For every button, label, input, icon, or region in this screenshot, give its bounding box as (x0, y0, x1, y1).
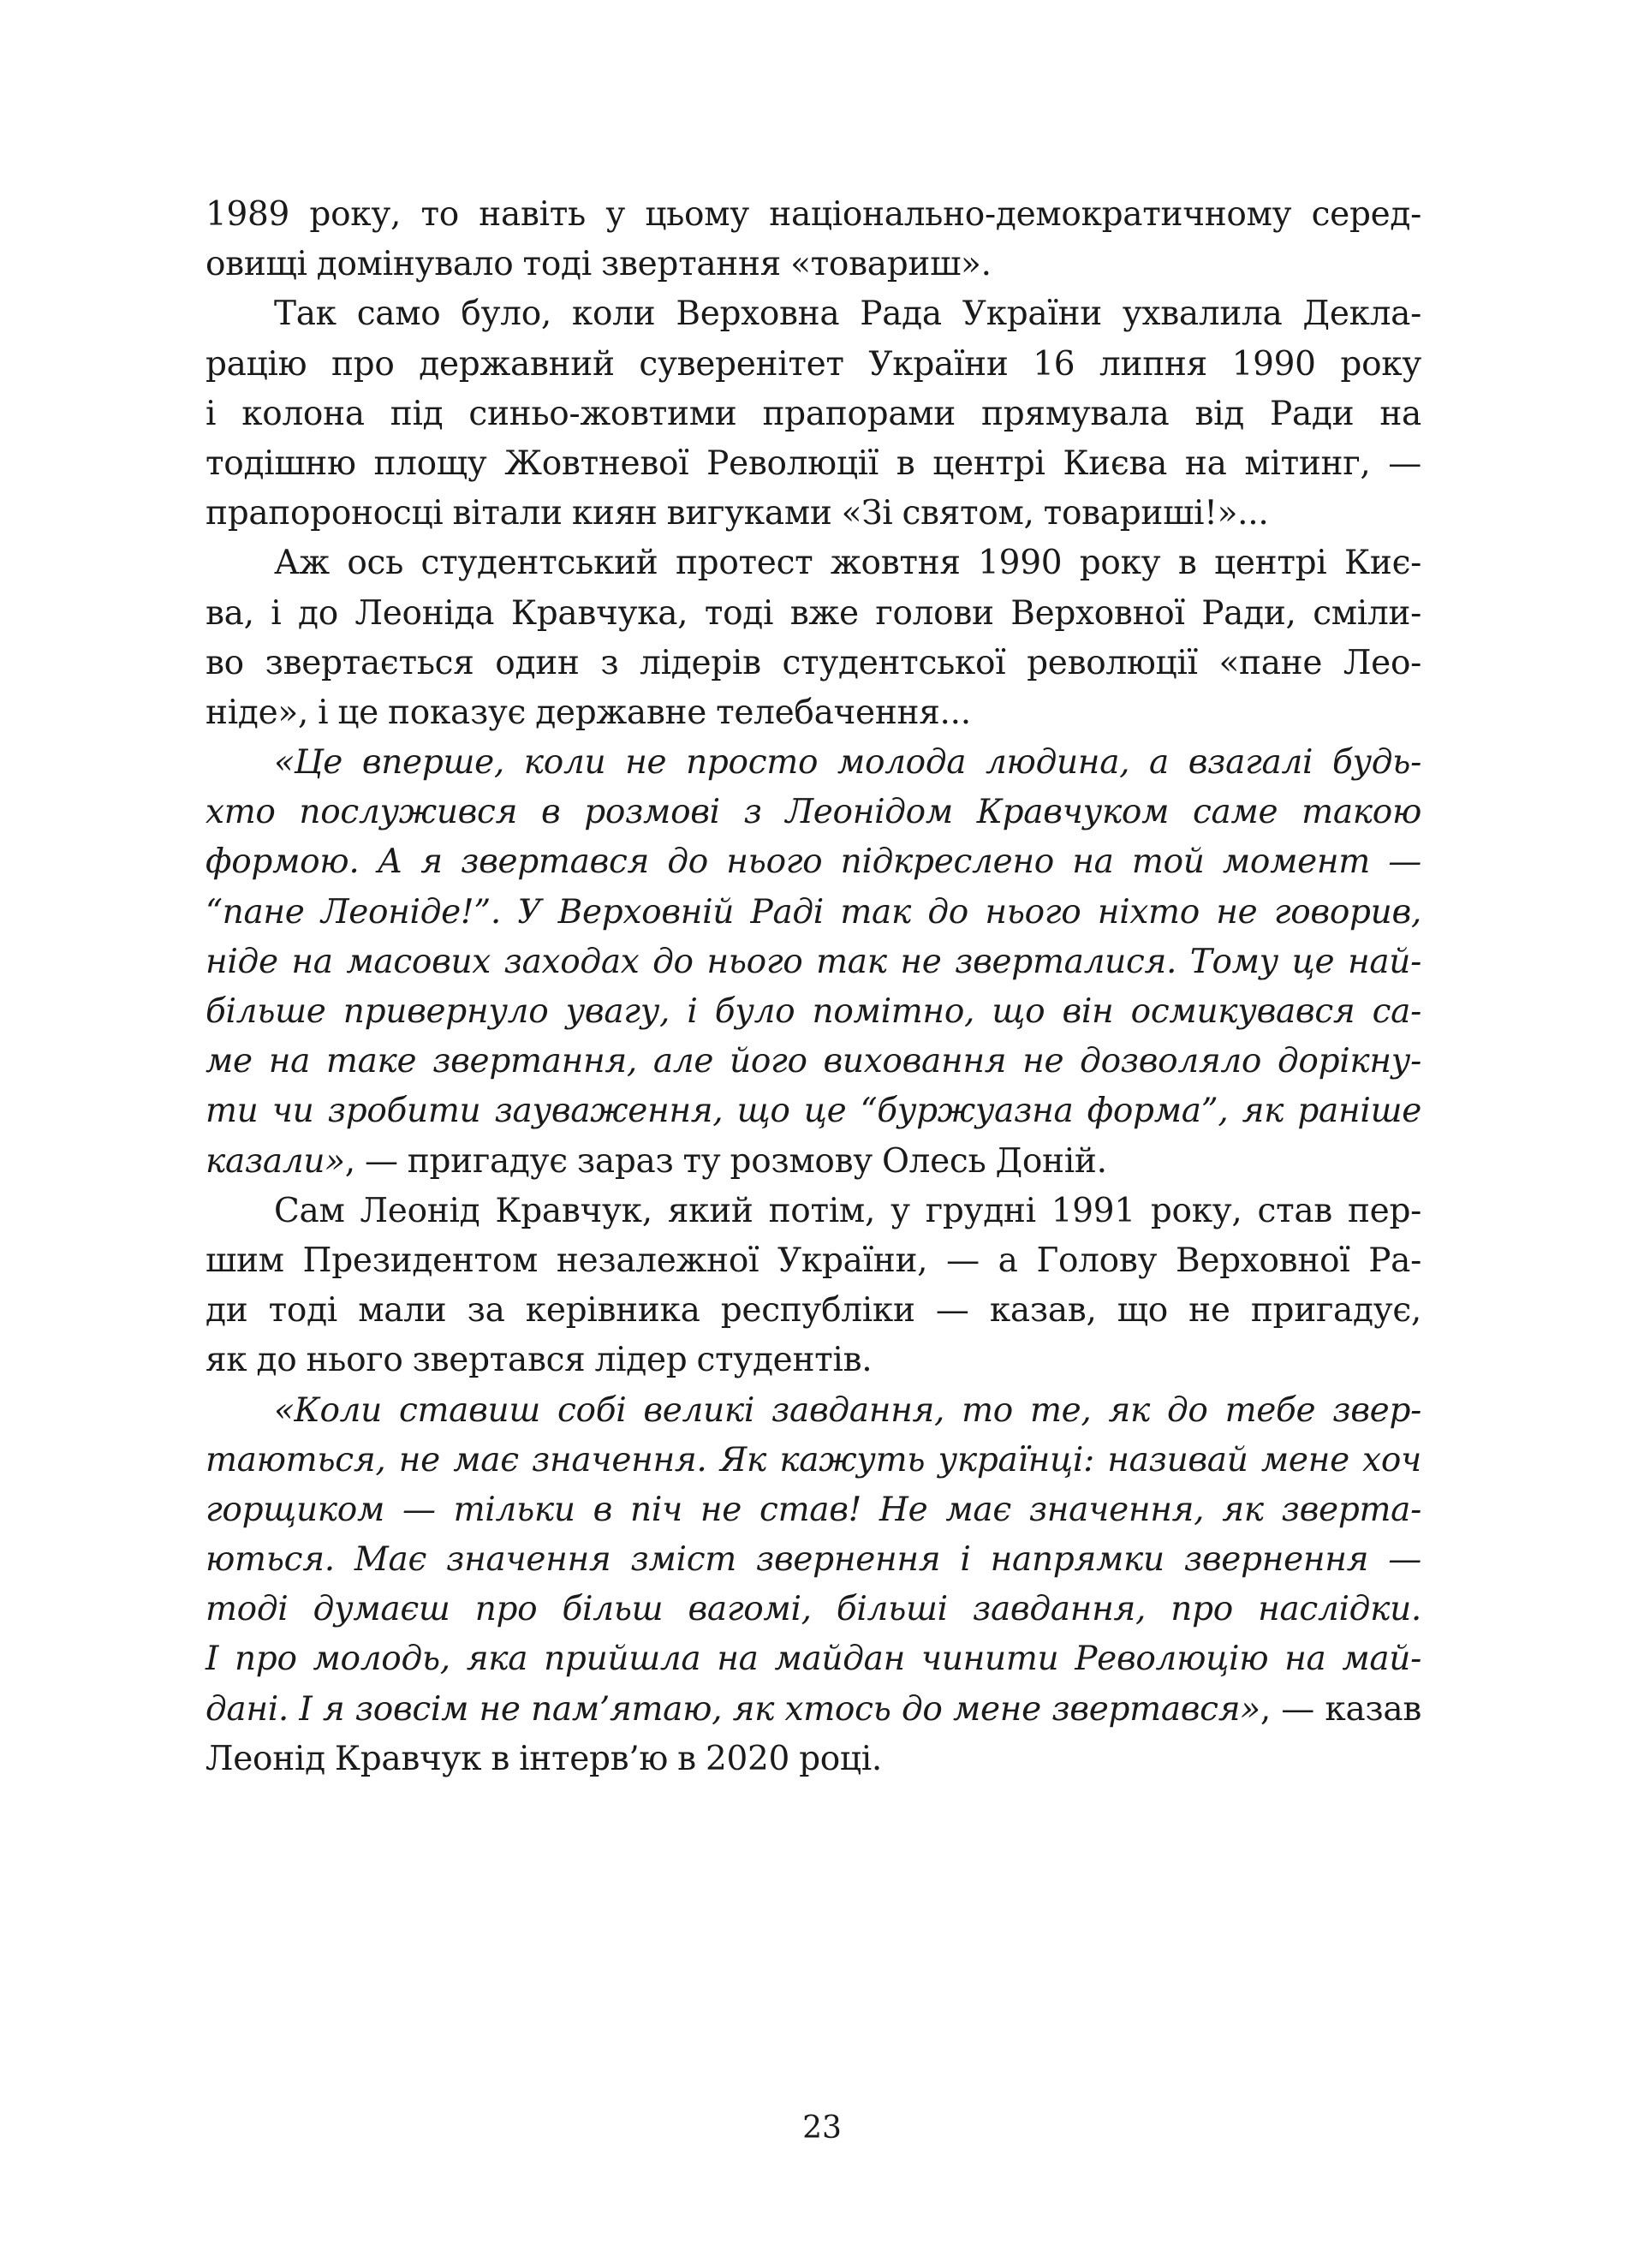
paragraph-start-line: Сам Леонід Кравчук, який потім, у грудні 1991 року, став пер- (274, 1191, 1421, 1230)
quote-line: «Коли ставиш собі великі завдання, то те, як до тебе звер- (274, 1390, 1421, 1430)
text-line: рацію про державний суверенітет України 16 липня 1990 року (206, 344, 1421, 384)
quote-line: “пане Леоніде!”. У Верховній Раді так до нього ніхто не говорив, (206, 892, 1421, 932)
text-line: шим Президентом незалежної України, — а Голову Верховної Ра- (206, 1241, 1421, 1280)
text-line: тодішню площу Жовтневої Революції в центрі Києва на мітинг, — (206, 443, 1421, 483)
text-line: ва, і до Леоніда Кравчука, тоді вже голови Верховної Ради, сміли- (206, 593, 1421, 633)
page-number: 23 (802, 2110, 842, 2146)
quote-line: «Це вперше, коли не просто молода людина, а взагалі будь- (274, 743, 1421, 783)
paragraph-start-line: Так само було, коли Верховна Рада України ухвалила Декла- (274, 295, 1421, 334)
quote-attribution-line (206, 1137, 1421, 1187)
text-line: ди тоді мали за керівника республіки — казав, що не пригадує, (206, 1291, 1421, 1330)
text-line: овищі домінувало тоді звертання «товариш». (206, 245, 992, 284)
quote-line: хто послужився в розмові з Леонідом Кравчуком саме такою (206, 793, 1421, 832)
paragraph-start-line: Аж ось студентський протест жовтня 1990 року в центрі Киє- (274, 544, 1421, 583)
quote-line: І про молодь, яка прийшла на майдан чинити Революцію на май- (206, 1640, 1421, 1679)
quote-end: казали» (206, 1141, 345, 1181)
quote-attribution-line (206, 1685, 1421, 1735)
quote-line: тоді думаєш про більш вагомі, більші завдання, про наслідки. (206, 1590, 1421, 1629)
attribution: , — пригадує зараз ту розмову Олесь Доній. (344, 1141, 1107, 1181)
quote-line: горщиком — тільки в піч не став! Не має значення, як зверта- (206, 1490, 1421, 1529)
text-line: во звертається один з лідерів студентської революції «пане Лео- (206, 643, 1421, 682)
quote-line: більше привернуло увагу, і було помітно, що він осмикувався са- (206, 992, 1421, 1031)
quote-line: ти чи зробити зауваження, що це “буржуазна форма”, як раніше (206, 1092, 1421, 1131)
text-line: прапороносці вітали киян вигуками «Зі святом, товариші!»... (206, 494, 1269, 533)
text-line: як до нього звертався лідер студентів. (206, 1341, 873, 1380)
text-line: Леонід Кравчук в інтерв’ю в 2020 році. (206, 1739, 882, 1778)
quote-line: ніде на масових заходах до нього так не зверталися. Тому це най- (206, 942, 1421, 981)
quote-line: формою. А я звертався до нього підкреслено на той момент — (206, 842, 1421, 882)
text-line: і колона під синьо-жовтими прапорами прямувала від Ради на (206, 394, 1421, 433)
quote-line: ються. Має значення зміст звернення і напрямки звернення — (206, 1540, 1421, 1580)
quote-end: дані. І я зовсім не пам’ятаю, як хтось до мене звертався» (206, 1689, 1260, 1729)
attribution: , — казав (1260, 1689, 1421, 1729)
quote-line: таються, не має значення. Як кажуть українці: називай мене хоч (206, 1440, 1421, 1479)
text-line: ніде», і це показує державне телебачення... (206, 693, 971, 732)
body-text (206, 190, 1421, 1784)
quote-line: ме на таке звертання, але його виховання не дозволяло дорікну- (206, 1042, 1421, 1081)
text-line: 1989 року, то навіть у цьому національно-демократичному серед- (206, 195, 1421, 234)
